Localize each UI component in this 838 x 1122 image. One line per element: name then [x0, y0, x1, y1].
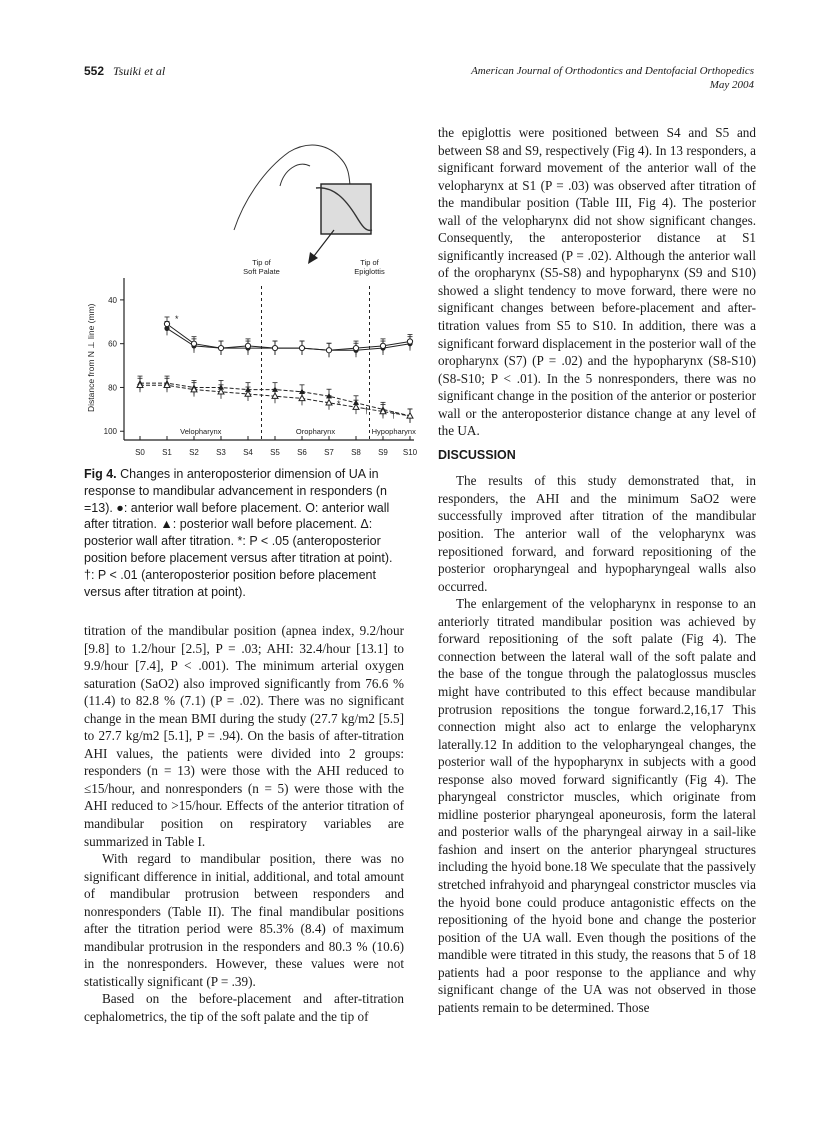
caption-text: Changes in anteroposterior dimension of UA in response to mandibular advancement in responders (n =13). ●: anterior wall before placement. O: anterior wall after titration. ▲: posterior wall before placement. Δ: posterior wall after titration. *: P < .05 (anteroposterior position before placement versus after titration at point). †: P < .01 (anteroposterior position before placement versus after titration at point).	[84, 467, 393, 599]
significance-marker: †	[391, 410, 397, 421]
epiglottis-label: Tip of Epiglottis	[354, 258, 385, 276]
x-tick-label: S5	[270, 448, 280, 457]
paragraph: With regard to mandibular position, there was no significant difference in initial, additional, and total amount of mandibular protrusion between responders and nonresponders (Table II). The final mandibular positions after the titration period were 85.3% (8.4) of maximum mandibular protrusion in the responders and 80.3 % (10.6) in the nonresponders. However, these values were not statistically significant (P = .39).	[84, 851, 404, 989]
paragraph: Based on the before-placement and after-titration cephalometrics, the tip of the soft palate and the tip of	[84, 991, 404, 1025]
data-point	[218, 345, 223, 350]
x-tick-label: S6	[297, 448, 307, 457]
journal-title: American Journal of Orthodontics and Dentofacial Orthopedics	[471, 65, 754, 77]
data-point	[380, 343, 385, 348]
x-tick-label: S3	[216, 448, 226, 457]
x-tick-label: S4	[243, 448, 253, 457]
caption-lead: Fig 4.	[84, 467, 117, 481]
data-point	[299, 395, 305, 400]
y-tick-label: 80	[108, 383, 117, 393]
data-point	[326, 348, 331, 353]
x-tick-label: S9	[378, 448, 388, 457]
significance-marker: *	[175, 313, 179, 324]
region-label-velopharynx: Velopharynx	[180, 427, 222, 436]
paragraph: titration of the mandibular position (apnea index, 9.2/hour [9.8] to 1.2/hour [2.5], P = .03; AHI: 32.4/hour [13.1] to 9.9/hour [7.4], P < .001). The minimum arterial oxygen saturation (SaO2) also improved significantly from 76.6 % (11.4) to 82.8 % (7.1) (P = .02). There was no significant change in the mean BMI during the study (27.7 kg/m2 [5.5] to 27.7 kg/m2 [5.1], P = .94). On the basis of after-titration AHI values, the patients were divided into 2 groups: responders (n = 13) were those with the AHI reduced to ≤15/hour, and nonresponders (n = 5) were those with the AHI reduced to >15/hour. Effects of the anterior titration of mandibular position on respiratory variables are summarized in Table I.	[84, 623, 404, 849]
y-axis-label: Distance from N ⊥ line (mm)	[86, 303, 96, 412]
x-tick-label: S0	[135, 448, 145, 457]
soft-palate-label: Tip of Soft Palate	[243, 258, 280, 276]
right-column-body	[438, 124, 756, 1016]
y-tick-label: 60	[108, 339, 117, 349]
x-tick-label: S10	[402, 448, 418, 457]
x-tick-label: S1	[162, 448, 172, 457]
section-heading-discussion: DISCUSSION	[438, 447, 516, 462]
data-point	[299, 345, 304, 350]
significance-marker: †	[364, 405, 370, 416]
running-header-left	[84, 64, 165, 79]
region-label-oropharynx: Oropharynx	[295, 427, 336, 436]
paragraph: The enlargement of the velopharynx in response to an anteriorly titrated mandibular position was achieved by forward repositioning of the soft palate (Fig 4). The connection between the lateral wall of the soft palate and the base of the tongue through the palatoglossus muscles might have contributed to this effect because mandibular protrusion repositions the tongue forward.2,16,17 This connection might also act to enlarge the velopharynx laterally.12 In addition to the velopharyngeal changes, the posterior wall of the hypopharynx in subjects with a good response also moved forward significantly (Fig 4). The pharyngeal constrictor muscles, which originate from midline posterior pharyngeal aponeurosis, form the lateral and posterior walls of the pharyngeal airway in a sail-like fashion and insert on the anterior pharyngeal structures including the hyoid bone.18 We speculate that the passively stretched infrahyoid and pharyngeal constrictor muscles via the hyoid bone could produce antagonistic effects on the repositioning of the hyoid bone and change the posterior position of the UA wall. Even though the positions of the mandible were titrated in this study, the reasons that 5 of 18 patients had a poor response to the appliance and why significant change of the UA was not observed in those patients remain to be determined. Those	[438, 596, 756, 1015]
page-number: 552	[84, 64, 105, 78]
y-tick-label: 40	[108, 295, 117, 305]
cephalometric-illustration	[234, 145, 372, 264]
x-tick-label: S7	[324, 448, 334, 457]
data-point	[164, 321, 169, 326]
figure-caption	[84, 466, 406, 600]
region-label-hypopharynx: Hypopharynx	[371, 427, 416, 436]
significance-marker: *	[337, 399, 341, 410]
y-ticks	[104, 296, 124, 436]
paragraph: The results of this study demonstrated that, in responders, the AHI and the minimum SaO2 were successfully improved after titration of the mandibular position. The anterior wall of the velopharynx was repositioned forward, and forward repositioning of the posterior oropharyngeal and hypopharyngeal walls also occurred.	[438, 473, 756, 594]
issue-date: May 2004	[709, 79, 754, 91]
data-point	[191, 341, 196, 346]
data-point	[245, 343, 250, 348]
data-point	[407, 339, 412, 344]
y-tick-label: 100	[103, 427, 117, 437]
x-tick-label: S2	[189, 448, 199, 457]
x-ticks	[135, 436, 418, 457]
data-point	[272, 345, 277, 350]
running-header-right	[471, 64, 754, 92]
running-author: Tsuiki et al	[113, 64, 166, 78]
data-point	[353, 345, 358, 350]
x-tick-label: S8	[351, 448, 361, 457]
data-series	[137, 314, 413, 423]
figure-4-chart	[84, 130, 418, 460]
left-column-body	[84, 622, 404, 1026]
paragraph: the epiglottis were positioned between S4 and S5 and between S8 and S9, respectively (Fig 4). In 13 responders, a significant forward movement of the anterior wall of the velopharynx at S1 (P = .03) was observed after titration of the mandibular position (Table III, Fig 4). The posterior wall of the velopharynx did not show significant changes. Consequently, the anteroposterior distance at S1 significantly increased (P = .02). Although the anterior wall of the oropharynx (S5-S8) and hypopharynx (S9 and S10) showed a slight tendency to move forward, there were no significant changes between before-placement and after-titration values from S5 to S10. In addition, there was a significant forward displacement in the posterior wall of the oropharynx (S7) (P = .02) and the hypopharynx (S8-S10) (S8-S10; P < .01). In the 5 nonresponders, there was no significant change in the position of the anterior or posterior wall or the anteroposterior distance change at any level of the UA.	[438, 125, 756, 439]
